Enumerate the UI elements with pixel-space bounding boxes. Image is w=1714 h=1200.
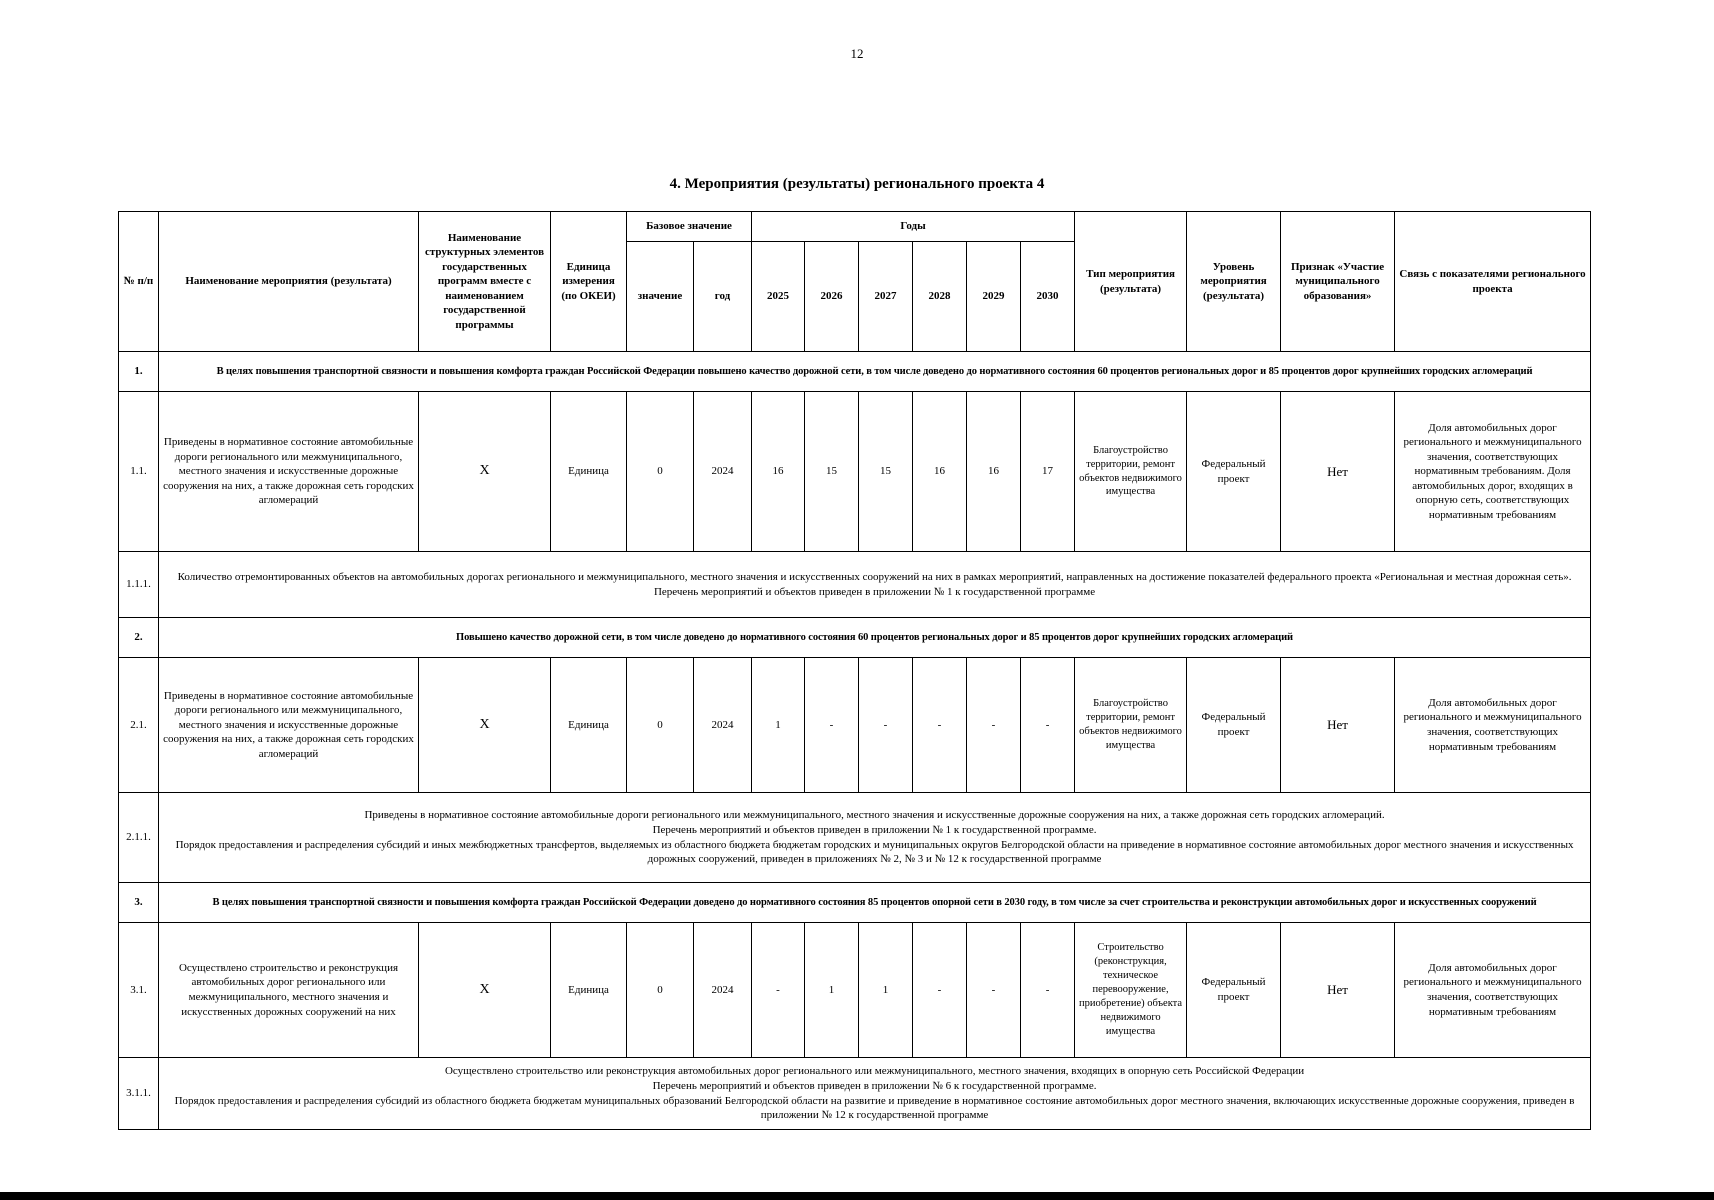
- item-value-2029: -: [967, 923, 1021, 1058]
- header-activity-type: Тип мероприятия (результата): [1075, 212, 1187, 352]
- item-name: Приведены в нормативное состояние автомобильные дороги регионального или межмуниципального, местного значения и искусственные дорожные сооружения на них, а также дорожная сеть городских агломераций: [159, 392, 419, 552]
- item-municipal: Нет: [1281, 658, 1395, 793]
- item-num: 3.1.: [119, 923, 159, 1058]
- item-type: Благоустройство территории, ремонт объектов недвижимого имущества: [1075, 658, 1187, 793]
- activity-row: [119, 658, 1591, 793]
- section-num: 3.: [119, 883, 159, 923]
- header-activity-name: Наименование мероприятия (результата): [159, 212, 419, 352]
- item-value-2026: 15: [805, 392, 859, 552]
- detail-line: Перечень мероприятий и объектов приведен в приложении № 1 к государственной программе.: [652, 823, 1097, 836]
- header-year-2026: 2026: [805, 242, 859, 352]
- section-row: [119, 618, 1591, 658]
- item-num: 2.1.: [119, 658, 159, 793]
- item-municipal: Нет: [1281, 392, 1395, 552]
- item-value-2029: -: [967, 658, 1021, 793]
- item-unit: Единица: [551, 658, 627, 793]
- detail-text: [159, 793, 1591, 883]
- document-title: 4. Мероприятия (результаты) регионального проекта 4: [669, 176, 1045, 192]
- header-year-2028: 2028: [913, 242, 967, 352]
- detail-num: 1.1.1.: [119, 552, 159, 618]
- header-indicator-link: Связь с показателями регионального проекта: [1395, 212, 1591, 352]
- item-type: Строительство (реконструкция, техническое перевооружение, приобретение) объекта недвижимого имущества: [1075, 923, 1187, 1058]
- item-base-year: 2024: [694, 392, 752, 552]
- project-activities-table: [118, 211, 1591, 1130]
- header-structural-elements: Наименование структурных элементов государственных программ вместе с наименованием государственной программы: [419, 212, 551, 352]
- header-base-year: год: [694, 242, 752, 352]
- header-activity-level: Уровень мероприятия (результата): [1187, 212, 1281, 352]
- item-level: Федеральный проект: [1187, 658, 1281, 793]
- header-year-2030: 2030: [1021, 242, 1075, 352]
- item-structural: Х: [419, 658, 551, 793]
- item-name: Осуществлено строительство и реконструкция автомобильных дорог регионального или межмуниципального, местного значения и искусственных дорожных сооружений на них: [159, 923, 419, 1058]
- section-text: В целях повышения транспортной связности и повышения комфорта граждан Российской Федерации повышено качество дорожной сети, в том числе доведено до нормативного состояния 60 процентов региональных дорог и 85 процентов дорог крупнейших городских агломераций: [159, 352, 1591, 392]
- header-municipal-participation: Признак «Участие муниципального образования»: [1281, 212, 1395, 352]
- detail-row: [119, 552, 1591, 618]
- item-base-value: 0: [627, 392, 694, 552]
- header-year-2025: 2025: [752, 242, 805, 352]
- detail-line: Порядок предоставления и распределения субсидий из областного бюджета бюджетам муниципальных образований Белгородской области на развитие и приведение в нормативное состояние автомобильных дорог местного значения, включающих искусственные дорожные сооружения, приведен в приложении № 12 к государственной программе: [174, 1094, 1575, 1122]
- section-row: [119, 883, 1591, 923]
- activity-row: [119, 923, 1591, 1058]
- item-value-2030: -: [1021, 658, 1075, 793]
- item-type: Благоустройство территории, ремонт объектов недвижимого имущества: [1075, 392, 1187, 552]
- detail-text: [159, 552, 1591, 618]
- page-number: 12: [850, 46, 864, 61]
- detail-line: Осуществлено строительство или реконструкция автомобильных дорог регионального или межмуниципального, местного значения, входящих в опорную сеть Российской Федерации: [444, 1065, 1305, 1078]
- item-num: 1.1.: [119, 392, 159, 552]
- item-base-year: 2024: [694, 658, 752, 793]
- detail-row: [119, 1058, 1591, 1130]
- detail-num: 2.1.1.: [119, 793, 159, 883]
- detail-line: Перечень мероприятий и объектов приведен в приложении № 6 к государственной программе.: [652, 1079, 1097, 1092]
- item-structural: Х: [419, 392, 551, 552]
- section-num: 2.: [119, 618, 159, 658]
- detail-num: 3.1.1.: [119, 1058, 159, 1130]
- item-indicator-link: Доля автомобильных дорог регионального и межмуниципального значения, соответствующих нормативным требованиям. Доля автомобильных дорог, входящих в опорную сеть, соответствующих нормативным требованиям: [1395, 392, 1591, 552]
- item-value-2030: -: [1021, 923, 1075, 1058]
- item-value-2029: 16: [967, 392, 1021, 552]
- header-base-value: значение: [627, 242, 694, 352]
- item-unit: Единица: [551, 923, 627, 1058]
- item-level: Федеральный проект: [1187, 392, 1281, 552]
- section-row: [119, 352, 1591, 392]
- item-municipal: Нет: [1281, 923, 1395, 1058]
- item-value-2027: 15: [859, 392, 913, 552]
- detail-line: Порядок предоставления и распределения субсидий и иных межбюджетных трансфертов, выделяемых из областного бюджета бюджетам городских и муниципальных округов Белгородской области на приведение в нормативное состояние автомобильных дорог местного значения и искусственных дорожных сооружений, приведен в приложениях № 2, № 3 и № 12 к государственной программе: [175, 838, 1574, 866]
- header-base-value-group: Базовое значение: [627, 212, 752, 242]
- item-value-2025: 16: [752, 392, 805, 552]
- section-num: 1.: [119, 352, 159, 392]
- header-num: № п/п: [119, 212, 159, 352]
- item-value-2025: -: [752, 923, 805, 1058]
- item-base-value: 0: [627, 658, 694, 793]
- item-level: Федеральный проект: [1187, 923, 1281, 1058]
- item-value-2025: 1: [752, 658, 805, 793]
- header-year-2029: 2029: [967, 242, 1021, 352]
- item-value-2028: 16: [913, 392, 967, 552]
- detail-text: [159, 1058, 1591, 1130]
- item-unit: Единица: [551, 392, 627, 552]
- item-indicator-link: Доля автомобильных дорог регионального и межмуниципального значения, соответствующих нормативным требованиям: [1395, 658, 1591, 793]
- header-unit: Единица измерения (по ОКЕИ): [551, 212, 627, 352]
- item-value-2027: -: [859, 658, 913, 793]
- detail-line: Количество отремонтированных объектов на автомобильных дорогах регионального и межмуниципального, местного значения и искусственных сооружений на них в рамках мероприятий, направленных на достижение показателей федерального проекта «Региональная и местная дорожная сеть».: [177, 570, 1572, 583]
- item-name: Приведены в нормативное состояние автомобильные дороги регионального или межмуниципального, местного значения и искусственные дорожные сооружения на них, а также дорожная сеть городских агломераций: [159, 658, 419, 793]
- item-value-2026: -: [805, 658, 859, 793]
- item-base-year: 2024: [694, 923, 752, 1058]
- item-value-2026: 1: [805, 923, 859, 1058]
- item-value-2030: 17: [1021, 392, 1075, 552]
- activity-row: [119, 392, 1591, 552]
- detail-line: Перечень мероприятий и объектов приведен в приложении № 1 к государственной программе: [653, 585, 1096, 598]
- scan-bottom-border: [0, 1192, 1714, 1200]
- detail-row: [119, 793, 1591, 883]
- item-indicator-link: Доля автомобильных дорог регионального и межмуниципального значения, соответствующих нормативным требованиям: [1395, 923, 1591, 1058]
- item-value-2028: -: [913, 923, 967, 1058]
- header-years-group: Годы: [752, 212, 1075, 242]
- section-text: В целях повышения транспортной связности и повышения комфорта граждан Российской Федерации доведено до нормативного состояния 85 процентов опорной сети в 2030 году, в том числе за счет строительства и реконструкции автомобильных дорог и искусственных сооружений: [159, 883, 1591, 923]
- section-text: Повышено качество дорожной сети, в том числе доведено до нормативного состояния 60 процентов региональных дорог и 85 процентов дорог крупнейших городских агломераций: [159, 618, 1591, 658]
- item-value-2028: -: [913, 658, 967, 793]
- item-structural: Х: [419, 923, 551, 1058]
- item-value-2027: 1: [859, 923, 913, 1058]
- detail-line: Приведены в нормативное состояние автомобильные дороги регионального или межмуниципального, местного значения и искусственные дорожные сооружения на них, а также дорожная сеть городских агломераций.: [364, 809, 1385, 822]
- item-base-value: 0: [627, 923, 694, 1058]
- header-year-2027: 2027: [859, 242, 913, 352]
